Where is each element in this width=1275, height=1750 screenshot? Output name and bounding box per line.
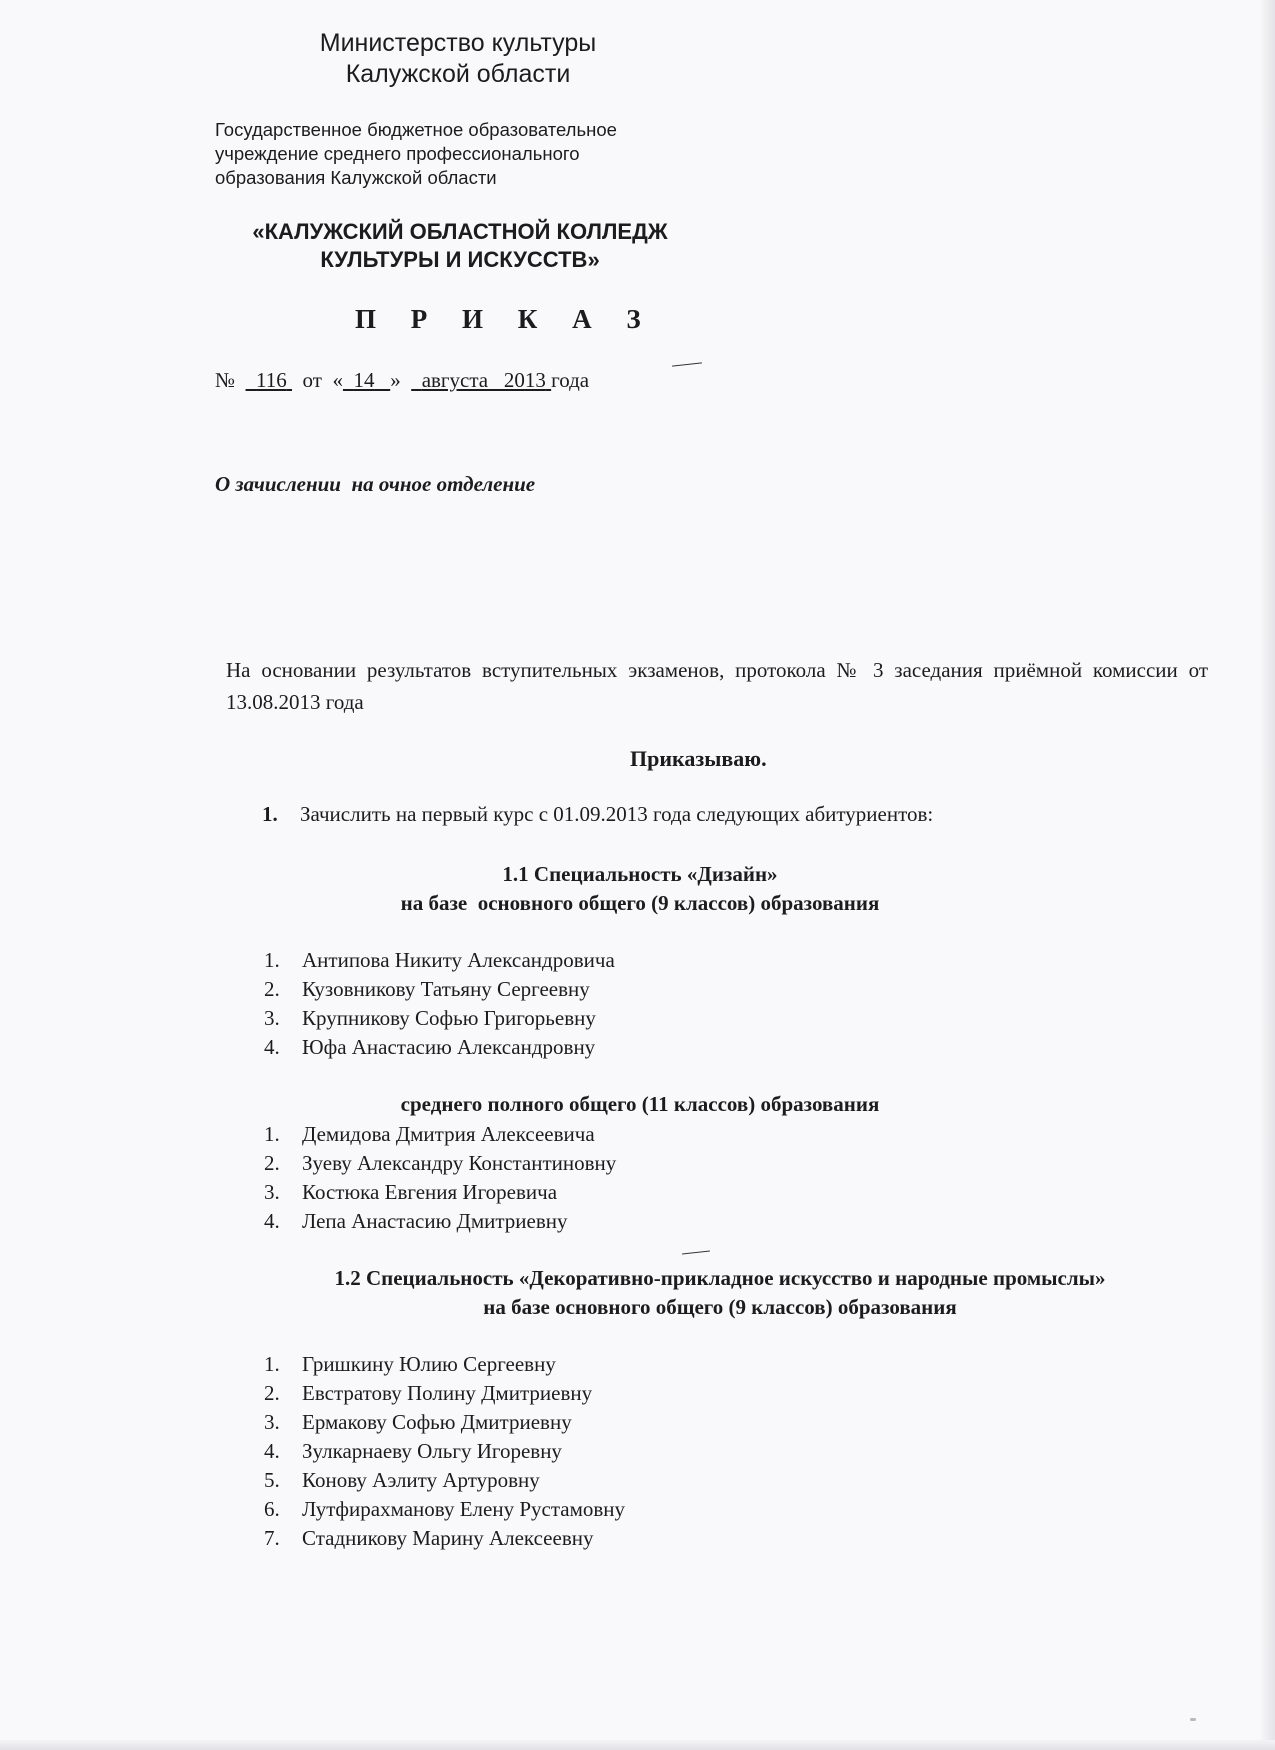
list-item-name: Конову Аэлиту Артуровну bbox=[302, 1468, 540, 1492]
list-item-name: Гришкину Юлию Сергеевну bbox=[302, 1352, 556, 1376]
list-item-name: Демидова Дмитрия Алексеевича bbox=[302, 1122, 595, 1146]
list-item-number: 3. bbox=[264, 1180, 280, 1204]
list-item-number: 3. bbox=[264, 1410, 280, 1434]
scan-speck bbox=[1190, 1718, 1196, 1721]
list-item bbox=[264, 946, 615, 975]
list-item-name: Ермакову Софью Дмитриевну bbox=[302, 1410, 572, 1434]
college-line-2: КУЛЬТУРЫ И ИСКУССТВ» bbox=[320, 247, 600, 272]
list-item bbox=[264, 1207, 616, 1236]
list-item-number: 2. bbox=[264, 1151, 280, 1175]
list-item-name: Кузовникову Татьяну Сергеевну bbox=[302, 977, 590, 1001]
page-edge-right bbox=[1261, 0, 1275, 1750]
order-month-year-value: августа 2013 bbox=[421, 368, 546, 392]
ministry-name bbox=[258, 28, 658, 90]
list-item-name: Антипова Никиту Александровича bbox=[302, 948, 615, 972]
section-1-2-list bbox=[264, 1350, 625, 1553]
list-item-number: 6. bbox=[264, 1497, 280, 1521]
list-item-name: Стадникову Марину Алексеевну bbox=[302, 1526, 594, 1550]
list-item-number: 7. bbox=[264, 1526, 280, 1550]
section-1-2-subtitle: на базе основного общего (9 классов) образования bbox=[483, 1295, 957, 1319]
list-item-number: 3. bbox=[264, 1006, 280, 1030]
order-subject: О зачислении на очное отделение bbox=[215, 472, 536, 496]
list-item bbox=[264, 1466, 625, 1495]
order-title: П Р И К А З bbox=[355, 304, 655, 334]
order-number-line bbox=[215, 368, 589, 393]
list-item-name: Крупникову Софью Григорьевну bbox=[302, 1006, 596, 1030]
order-number bbox=[246, 368, 292, 393]
section-1-1-title: 1.1 Специальность «Дизайн» bbox=[502, 862, 778, 886]
list-item bbox=[264, 1524, 625, 1553]
enrollment-item-number: 1. bbox=[262, 802, 278, 826]
list-item-number: 1. bbox=[264, 1122, 280, 1146]
day-close-quote: » bbox=[390, 368, 401, 392]
list-item bbox=[264, 1178, 616, 1207]
institution-line-2: учреждение среднего профессионального bbox=[215, 143, 580, 164]
order-month-year bbox=[411, 368, 551, 393]
section-1-1b-list bbox=[264, 1120, 616, 1236]
ministry-line-1: Министерство культуры bbox=[319, 29, 597, 57]
page-edge-bottom bbox=[0, 1740, 1275, 1750]
section-1-1-list bbox=[264, 946, 615, 1062]
list-item-name: Костюка Евгения Игоревича bbox=[302, 1180, 558, 1204]
list-item bbox=[264, 1437, 625, 1466]
list-item bbox=[264, 1004, 615, 1033]
section-1-1-heading bbox=[300, 860, 980, 918]
list-item bbox=[264, 1149, 616, 1178]
order-number-value: 116 bbox=[256, 368, 287, 392]
list-item-number: 2. bbox=[264, 977, 280, 1001]
list-item bbox=[264, 1379, 625, 1408]
list-item-name: Лепа Анастасию Дмитриевну bbox=[302, 1209, 568, 1233]
pen-mark bbox=[682, 1251, 710, 1255]
list-item bbox=[264, 1408, 625, 1437]
college-line-1: «КАЛУЖСКИЙ ОБЛАСТНОЙ КОЛЛЕДЖ bbox=[252, 219, 668, 244]
from-label: от bbox=[302, 368, 322, 392]
list-item-number: 4. bbox=[264, 1209, 280, 1233]
list-item-name: Евстратову Полину Дмитриевну bbox=[302, 1381, 593, 1405]
institution-line-1: Государственное бюджетное образовательное bbox=[215, 119, 617, 140]
list-item-number: 2. bbox=[264, 1381, 280, 1405]
list-item bbox=[264, 1495, 625, 1524]
pen-mark bbox=[672, 362, 702, 366]
list-item-name: Зулкарнаеву Ольгу Игоревну bbox=[302, 1439, 562, 1463]
order-day-value: 14 bbox=[353, 368, 375, 392]
institution-line-3: образования Калужской области bbox=[215, 167, 497, 188]
list-item-number: 1. bbox=[264, 1352, 280, 1376]
command-heading: Приказываю. bbox=[630, 746, 767, 771]
enrollment-item bbox=[262, 802, 933, 827]
number-sign: № bbox=[215, 368, 236, 392]
college-name bbox=[200, 218, 720, 274]
section-1-2-title: 1.2 Специальность «Декоративно-прикладное искусство и народные промыслы» bbox=[334, 1266, 1106, 1290]
basis-paragraph: На основании результатов вступительных экзаменов, протокола № 3 заседания приёмной комиссии от 13.08.2013 года bbox=[226, 658, 1208, 714]
list-item-number: 5. bbox=[264, 1468, 280, 1492]
institution-name bbox=[215, 118, 617, 190]
year-label: года bbox=[551, 368, 590, 392]
list-item bbox=[264, 1033, 615, 1062]
ministry-line-2: Калужской области bbox=[345, 60, 571, 88]
day-open-quote: « bbox=[332, 368, 343, 392]
list-item-number: 4. bbox=[264, 1035, 280, 1059]
order-day bbox=[343, 368, 390, 393]
section-1-1b-heading: среднего полного общего (11 классов) образования bbox=[400, 1092, 880, 1116]
list-item-name: Юфа Анастасию Александровну bbox=[302, 1035, 596, 1059]
list-item-name: Зуеву Александру Константиновну bbox=[302, 1151, 617, 1175]
section-1-1-subtitle: на базе основного общего (9 классов) образования bbox=[400, 891, 880, 915]
list-item bbox=[264, 1120, 616, 1149]
list-item-number: 4. bbox=[264, 1439, 280, 1463]
list-item bbox=[264, 1350, 625, 1379]
section-1-2-heading bbox=[240, 1264, 1200, 1322]
list-item bbox=[264, 975, 615, 1004]
list-item-number: 1. bbox=[264, 948, 280, 972]
enrollment-item-text: Зачислить на первый курс с 01.09.2013 года следующих абитуриентов: bbox=[300, 802, 934, 826]
list-item-name: Лутфирахманову Елену Рустамовну bbox=[302, 1497, 626, 1521]
